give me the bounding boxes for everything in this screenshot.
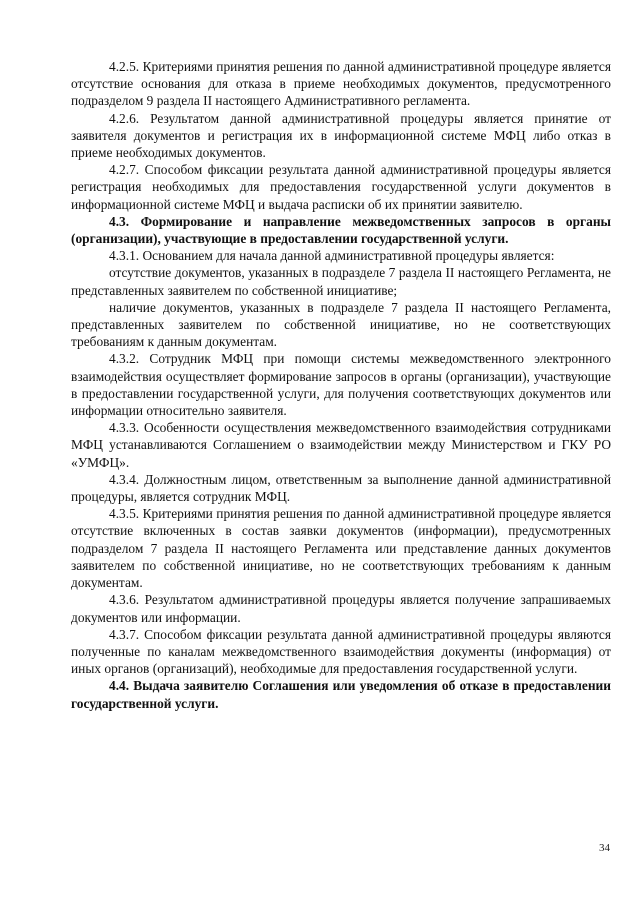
- document-body: [71, 58, 611, 712]
- section-heading-4-3: 4.3. Формирование и направление межведомственных запросов в органы (организации), участвующие в предоставлении государственной услуги.: [71, 213, 611, 247]
- paragraph-4-2-5: 4.2.5. Критериями принятия решения по данной административной процедуре является отсутствие основания для отказа в приеме необходимых документов, предусмотренного подразделом 9 раздела II настоящего Административного регламента.: [71, 59, 611, 109]
- paragraph-4-3-6: 4.3.6. Результатом административной процедуры является получение запрашиваемых документов или информации.: [71, 592, 611, 625]
- list-item-absence: отсутствие документов, указанных в подразделе 7 раздела II настоящего Регламента, не представленных заявителем по собственной инициативе;: [71, 265, 611, 298]
- paragraph-4-3-7: 4.3.7. Способом фиксации результата данной административной процедуры являются полученные по каналам межведомственного взаимодействия документы (информация) от иных органов (организаций), необходимые для предоставления государственной услуги.: [71, 626, 611, 677]
- paragraph-4-2-6: 4.2.6. Результатом данной административной процедуры является принятие от заявителя документов и регистрация их в информационной системе МФЦ либо отказ в приеме необходимых документов.: [71, 110, 611, 161]
- paragraph-4-3-4: 4.3.4. Должностным лицом, ответственным за выполнение данной административной процедуры, является сотрудник МФЦ.: [71, 471, 611, 505]
- paragraph-4-3-5: 4.3.5. Критериями принятия решения по данной административной процедуре является отсутствие включенных в состав заявки документов (информации), предусмотренных подразделом 7 раздела II настоящего Регламента или представление данных документов заявителем по собственной инициативе, но не соответствующих требованиям к данным документам.: [71, 506, 611, 591]
- section-heading-4-4: 4.4. Выдача заявителю Соглашения или уведомления об отказе в предоставлении государственной услуги.: [71, 678, 611, 711]
- paragraph-4-2-7: 4.2.7. Способом фиксации результата данной административной процедуры является регистрация необходимых для предоставления государственной услуги документов в информационной системе МФЦ и выдача расписки об их принятии заявителю.: [71, 162, 611, 212]
- list-item-presence: наличие документов, указанных в подразделе 7 раздела II настоящего Регламента, представленных заявителем по собственной инициативе, но не соответствующих требованиям к данным документам.: [71, 299, 611, 350]
- paragraph-4-3-2: 4.3.2. Сотрудник МФЦ при помощи системы межведомственного электронного взаимодействия осуществляет формирование запросов в органы (организации), участвующие в предоставлении государственной услуги, для получения соответствующих документов или информации относительно заявителя.: [71, 351, 611, 419]
- paragraph-4-3-1: 4.3.1. Основанием для начала данной административной процедуры является:: [109, 248, 555, 264]
- paragraph-4-3-3: 4.3.3. Особенности осуществления межведомственного взаимодействия сотрудниками МФЦ устанавливаются Соглашением о взаимодействии между Министерством и ГКУ РО «УМФЦ».: [71, 420, 611, 470]
- page-number: 34: [599, 842, 610, 854]
